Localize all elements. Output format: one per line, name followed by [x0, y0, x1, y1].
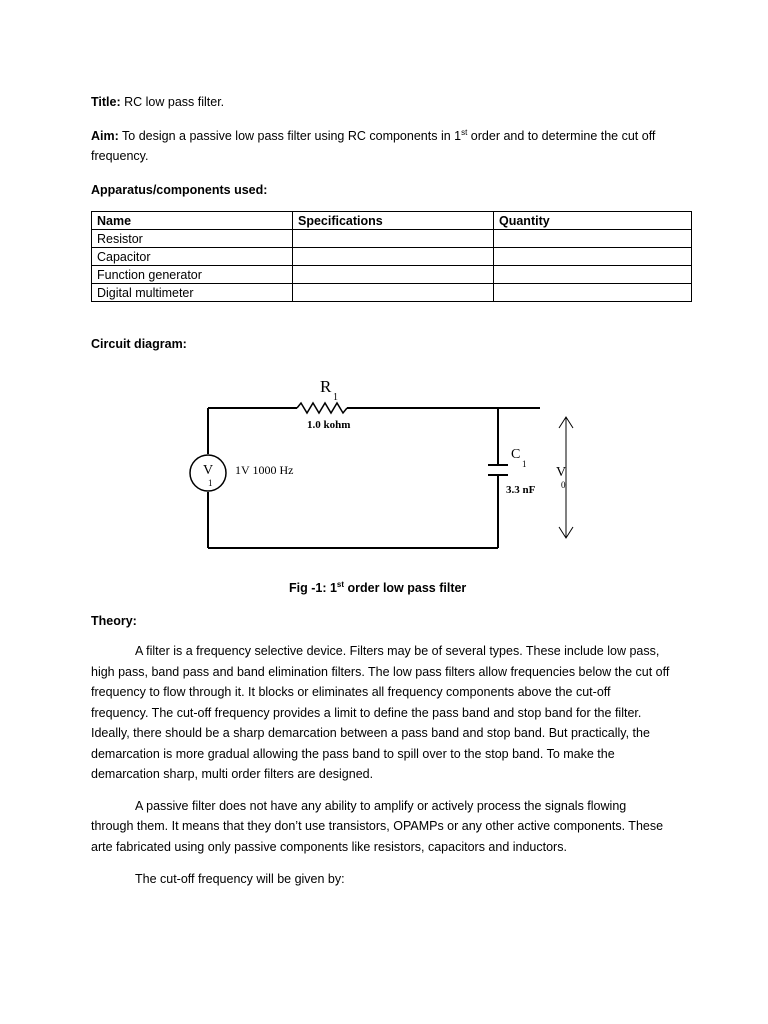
table-cell	[293, 284, 494, 302]
cutoff-line: The cut-off frequency will be given by:	[135, 872, 345, 886]
table-cell	[494, 284, 692, 302]
title-line	[91, 92, 224, 112]
table-cell	[293, 266, 494, 284]
table-cell: Digital multimeter	[92, 284, 293, 302]
source-subscript: 1	[208, 478, 213, 488]
resistor-name: R	[320, 377, 332, 396]
aim-text-1: To design a passive low pass filter using RC components in 1	[122, 129, 462, 143]
capacitor-name: C	[511, 447, 521, 462]
aim-line-1	[91, 126, 655, 146]
theory-p1-line: frequency. The cut-off frequency provides a limit to define the pass band and stop band for the filter.	[91, 706, 642, 720]
source-value: 1V 1000 Hz	[235, 463, 294, 477]
aim-text-2: order and to determine the cut off	[467, 129, 656, 143]
table-cell: Capacitor	[92, 248, 293, 266]
output-name: V	[556, 465, 567, 480]
theory-p1-line: high pass, band pass and band elimination filters. The low pass filters allow frequencies below the cut off	[91, 665, 670, 679]
theory-heading: Theory:	[91, 614, 137, 628]
table-cell: Resistor	[92, 230, 293, 248]
caption-text-1: Fig -1: 1	[289, 581, 337, 595]
theory-p2-line: through them. It means that they don’t use transistors, OPAMPs or any other active components. These	[91, 819, 664, 833]
theory-p2-line: arte fabricated using only passive components like resistors, capacitors and inductors.	[91, 840, 567, 854]
figure-caption	[289, 578, 466, 598]
theory-p1-line: frequency to flow through it. It blocks or eliminates all frequency components above the cut-off	[91, 685, 611, 699]
title-text: RC low pass filter.	[124, 95, 225, 109]
theory-p1-line: A filter is a frequency selective device. Filters may be of several types. These include low pass,	[135, 644, 660, 658]
table-cell: Function generator	[92, 266, 293, 284]
circuit-heading: Circuit diagram:	[91, 337, 187, 351]
resistor-symbol	[297, 403, 347, 413]
table-header-specifications: Specifications	[293, 212, 494, 230]
aim-superscript: st	[461, 127, 468, 137]
resistor-value: 1.0 kohm	[307, 419, 351, 431]
caption-text-2: order low pass filter	[344, 581, 467, 595]
theory-p2-line: A passive filter does not have any ability to amplify or actively process the signals flowing	[135, 799, 627, 813]
capacitor-value: 3.3 nF	[506, 484, 536, 496]
circuit-diagram	[180, 370, 590, 555]
table-cell	[293, 248, 494, 266]
theory-p1-line: demarcation sharp, multi order filters are designed.	[91, 767, 374, 781]
aim-label: Aim:	[91, 129, 119, 143]
apparatus-heading: Apparatus/components used:	[91, 183, 268, 197]
table-cell	[494, 266, 692, 284]
table-header-name: Name	[92, 212, 293, 230]
theory-p1-line: Ideally, there should be a sharp demarcation between a pass band and stop band. But practically, the	[91, 726, 650, 740]
caption-superscript: st	[336, 579, 345, 589]
source-name: V	[203, 463, 214, 478]
table-row	[92, 266, 692, 284]
table-cell	[494, 248, 692, 266]
output-subscript: 0	[561, 480, 566, 490]
resistor-subscript: 1	[333, 392, 338, 403]
table-cell	[494, 230, 692, 248]
title-label: Title:	[91, 95, 121, 109]
theory-p1-line: demarcation is more gradual allowing the pass band to spill over to the stop band. To make the	[91, 747, 615, 761]
table-row	[92, 230, 692, 248]
table-row	[92, 284, 692, 302]
table-header-quantity: Quantity	[494, 212, 692, 230]
components-table	[91, 211, 692, 302]
table-row	[92, 248, 692, 266]
aim-line-2: frequency.	[91, 149, 149, 163]
table-header-row	[92, 212, 692, 230]
capacitor-subscript: 1	[522, 459, 527, 469]
table-cell	[293, 230, 494, 248]
